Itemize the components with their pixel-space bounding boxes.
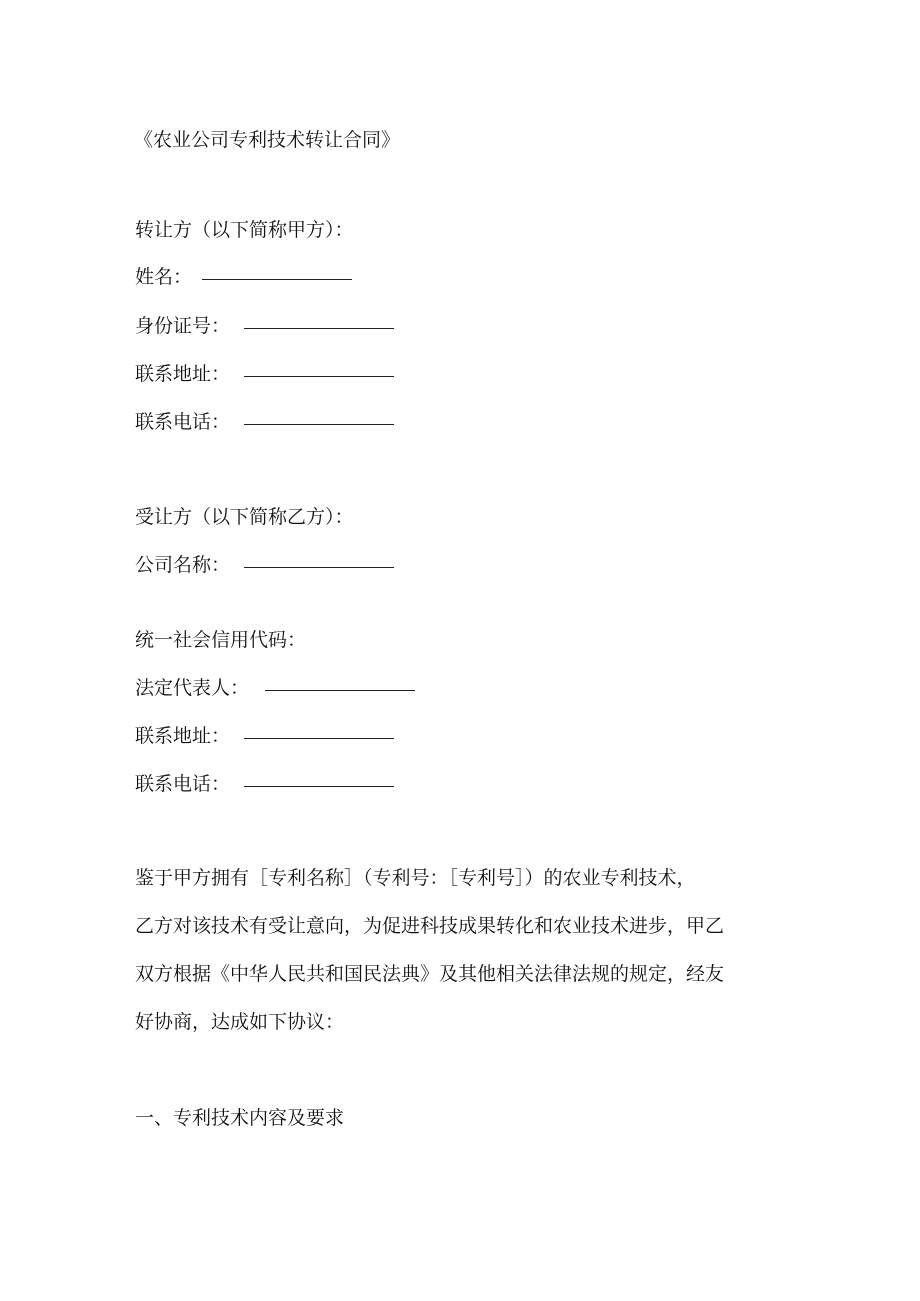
party-a-name-label: 姓名： xyxy=(135,266,193,288)
party-b-legal-rep-blank[interactable] xyxy=(265,689,415,691)
section-1-heading: 一、专利技术内容及要求 xyxy=(135,1107,345,1129)
party-b-address-field xyxy=(135,724,394,748)
party-a-phone-label: 联系电话： xyxy=(135,411,231,433)
party-b-phone-field xyxy=(135,772,394,796)
party-a-id-field xyxy=(135,314,394,338)
party-a-name-field xyxy=(135,265,352,289)
party-b-company-blank[interactable] xyxy=(244,566,394,568)
party-a-id-label: 身份证号： xyxy=(135,315,231,337)
party-b-legal-rep-label: 法定代表人： xyxy=(135,677,250,699)
preamble-line: 鉴于甲方拥有［专利名称］（专利号：［专利号］）的农业专利技术， xyxy=(135,867,696,889)
party-b-heading: 受让方（以下简称乙方）： xyxy=(135,506,354,528)
party-b-phone-blank[interactable] xyxy=(244,785,394,787)
party-a-address-blank[interactable] xyxy=(244,375,394,377)
party-b-company-label: 公司名称： xyxy=(135,554,231,576)
party-b-legal-rep-field xyxy=(135,676,415,700)
party-a-address-field xyxy=(135,362,394,386)
preamble-line: 好协商，达成如下协议： xyxy=(135,1011,345,1033)
party-b-credit-code-label: 统一社会信用代码： xyxy=(135,629,307,651)
preamble-line: 乙方对该技术有受让意向，为促进科技成果转化和农业技术进步，甲乙 xyxy=(135,915,725,937)
party-b-phone-label: 联系电话： xyxy=(135,773,231,795)
party-a-address-label: 联系地址： xyxy=(135,363,231,385)
party-b-credit-code-field xyxy=(135,628,306,652)
party-a-phone-field xyxy=(135,410,394,434)
document-title: 《农业公司专利技术转让合同》 xyxy=(134,129,401,151)
preamble-paragraph xyxy=(135,866,765,1034)
party-b-address-label: 联系地址： xyxy=(135,725,231,747)
party-a-name-blank[interactable] xyxy=(202,278,352,280)
preamble-line: 双方根据《中华人民共和国民法典》及其他相关法律法规的规定，经友 xyxy=(135,963,725,985)
party-a-heading: 转让方（以下简称甲方）： xyxy=(135,219,354,241)
party-a-phone-blank[interactable] xyxy=(244,423,394,425)
party-b-address-blank[interactable] xyxy=(244,737,394,739)
party-a-id-blank[interactable] xyxy=(244,327,394,329)
party-b-company-field xyxy=(135,553,394,577)
